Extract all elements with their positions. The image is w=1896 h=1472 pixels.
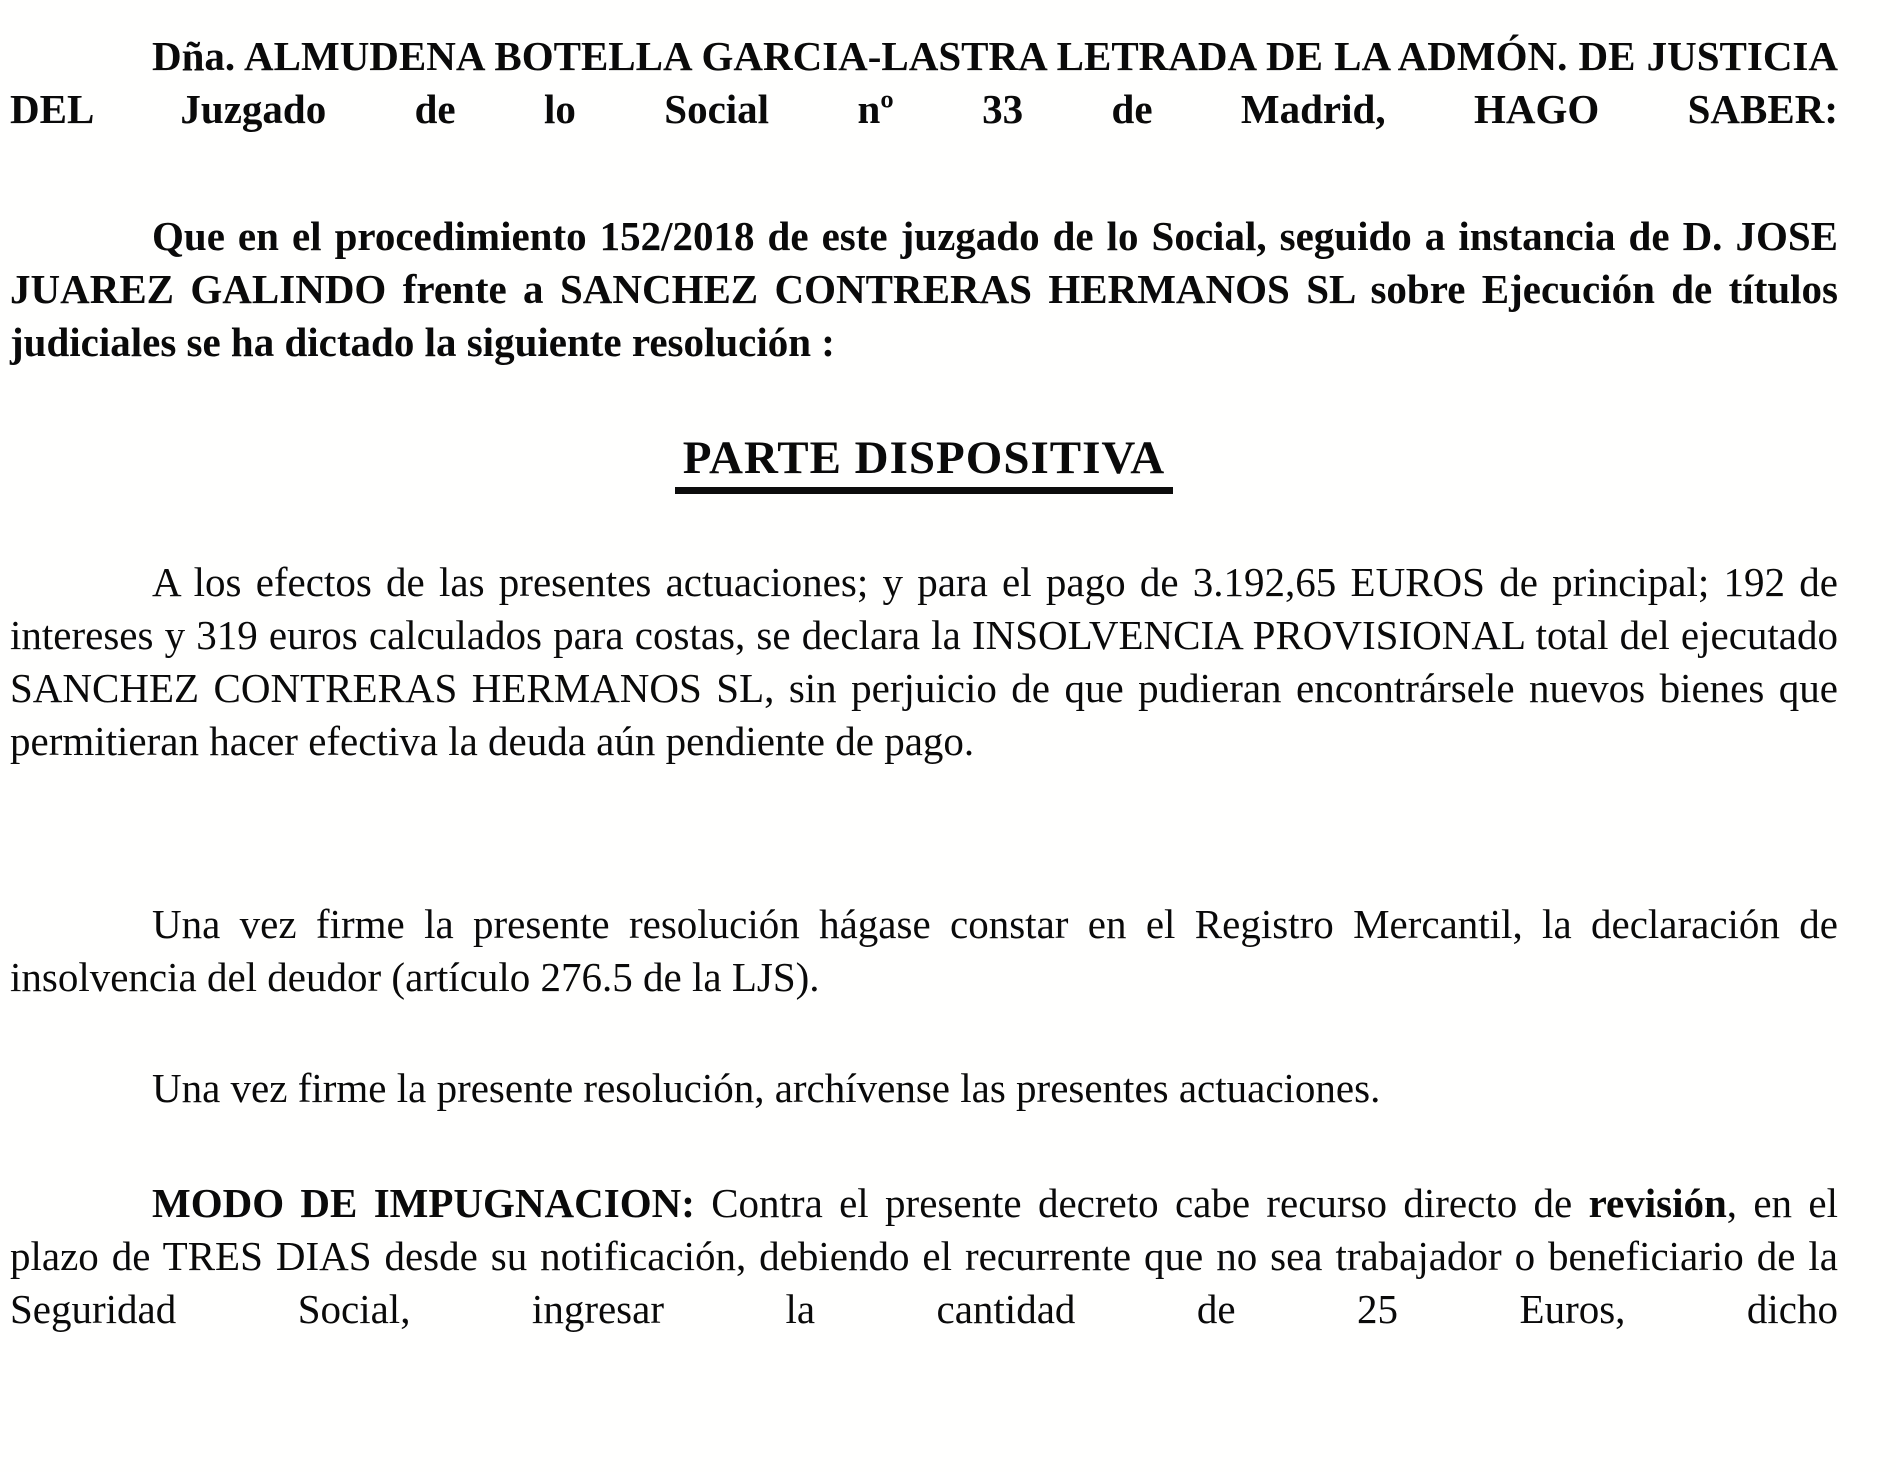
procedure-paragraph: Que en el procedimiento 152/2018 de este juzgado de lo Social, seguido a instancia de D. JOSE JUAREZ GALINDO frente a SANCHEZ CONTRERAS HERMANOS SL sobre Ejecución de títulos judiciales se ha dictado la siguiente resolución : (10, 213, 1838, 365)
impugnacion-label: MODO DE IMPUGNACION: (152, 1179, 712, 1226)
header-paragraph: Dña. ALMUDENA BOTELLA GARCIA-LASTRA LETRADA DE LA ADMÓN. DE JUSTICIA DEL Juzgado de lo Social nº 33 de Madrid, HAGO SABER: (10, 33, 1838, 132)
registry-note-paragraph: Una vez firme la presente resolución hágase constar en el Registro Mercantil, la declaración de insolvencia del deudor (artículo 276.5 de la LJS). (10, 900, 1838, 1000)
section-heading-row (10, 433, 1838, 494)
archive-note-paragraph: Una vez firme la presente resolución, archívense las presentes actuaciones. (152, 1064, 1381, 1111)
impugnacion-paragraph (10, 1177, 1838, 1336)
impugnacion-bold-revision: revisión (1588, 1179, 1727, 1226)
impugnacion-text-1: Contra el presente decreto cabe recurso directo de (711, 1179, 1589, 1226)
insolvency-declaration-paragraph: A los efectos de las presentes actuaciones; y para el pago de 3.192,65 EUROS de principal; 192 de intereses y 319 euros calculados para costas, se declara la INSOLVENCIA PROVISIONAL total del ejecutado SANCHEZ CONTRERAS HERMANOS SL, sin perjuicio de que pudieran encontrársele nuevos bienes que permitieran hacer efectiva la deuda aún pendiente de pago. (10, 558, 1838, 764)
impugnacion-text-2: , en el plazo de TRES DIAS desde su notificación, debiendo el recurrente que no sea trabajador o beneficiario de la Seguridad Social, ingresar la cantidad de 25 Euros, dicho (10, 1179, 1838, 1332)
section-heading: PARTE DISPOSITIVA (675, 433, 1173, 494)
